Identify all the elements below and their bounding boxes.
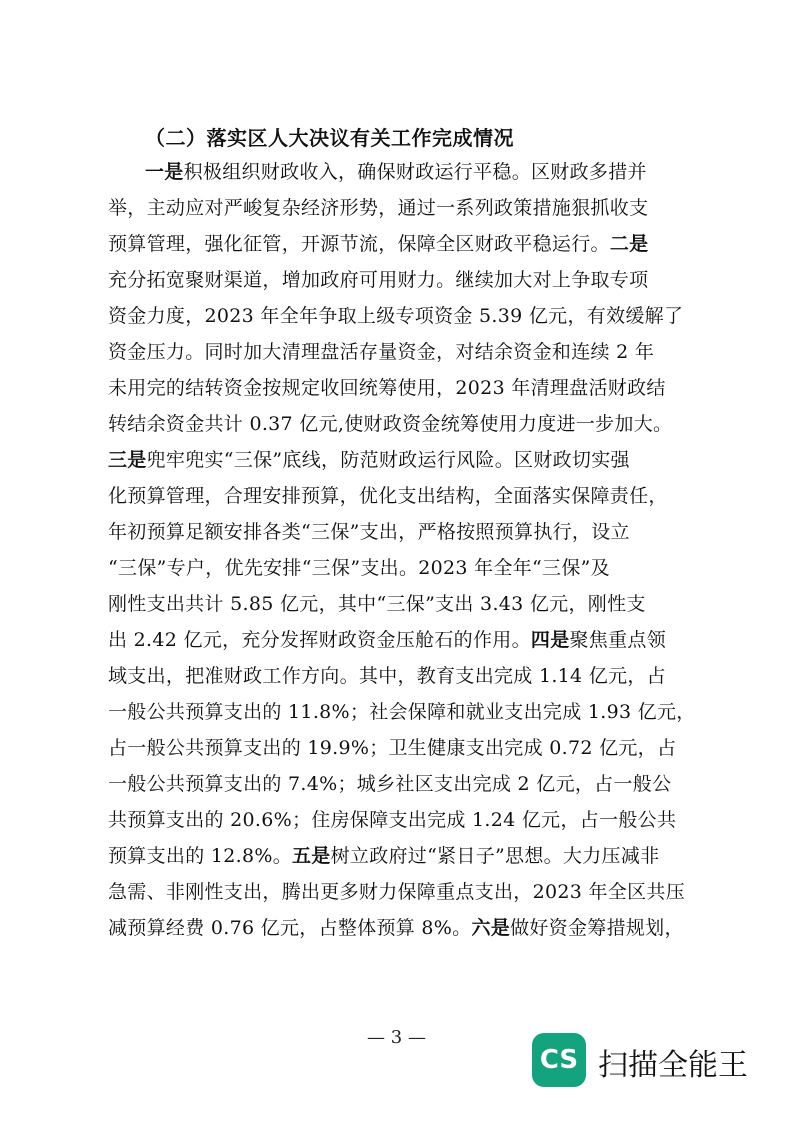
item-marker: 四是 <box>530 629 570 651</box>
text-line <box>108 556 698 580</box>
text-run: 年初预算足额安排各类“三保”支出，严格按照预算执行，设立 <box>108 521 630 543</box>
text-run: “三保”专户，优先安排“三保”支出。2023 年全年“三保”及 <box>108 557 610 579</box>
text-line <box>108 268 698 292</box>
text-run: 减预算经费 0.76 亿元，占整体预算 8%。 <box>108 917 472 939</box>
text-run: 举，主动应对严峻复杂经济形势，通过一系列政策措施狠抓收支 <box>108 197 649 219</box>
item-marker: 五是 <box>292 845 331 867</box>
text-line <box>108 232 698 256</box>
text-run: 未用完的结转资金按规定收回统筹使用，2023 年清理盘活财政结 <box>108 377 666 399</box>
text-line <box>108 484 698 508</box>
text-line <box>108 196 698 220</box>
item-marker: 一是 <box>145 161 184 183</box>
section-heading: （二）落实区人大决议有关工作完成情况 <box>145 126 514 150</box>
item-marker: 三是 <box>108 449 147 471</box>
logo-text: CS <box>539 1045 579 1075</box>
text-run: 域支出，把准财政工作方向。其中，教育支出完成 1.14 亿元，占 <box>108 665 666 687</box>
page-number: — 3 — <box>367 1027 426 1048</box>
brand-name: 扫描全能王 <box>598 1048 748 1083</box>
text-run: 急需、非刚性支出，腾出更多财力保障重点支出，2023 年全区共压 <box>108 881 685 903</box>
text-run: 转结余资金共计 0.37 亿元,使财政资金统筹使用力度进一步加大。 <box>108 413 673 435</box>
text-line <box>108 736 698 760</box>
text-line <box>108 592 698 616</box>
text-run: 化预算管理，合理安排预算，优化支出结构，全面落实保障责任， <box>108 485 668 507</box>
text-line <box>108 664 698 688</box>
text-line <box>108 880 698 904</box>
text-run: 树立政府过“紧日子”思想。大力压减非 <box>330 845 660 867</box>
text-run: 出 2.42 亿元，充分发挥财政资金压舱石的作用。 <box>108 629 531 651</box>
item-marker: 六是 <box>471 917 511 939</box>
text-run: 预算管理，强化征管，开源节流，保障全区财政平稳运行。 <box>108 233 610 255</box>
text-run: 共预算支出的 20.6%；住房保障支出完成 1.24 亿元，占一般公共 <box>108 809 677 831</box>
text-line <box>108 520 698 544</box>
text-run: 兜牢兜实“三保”底线，防范财政运行风险。区财政切实强 <box>146 449 630 471</box>
text-run: 积极组织财政收入，确保财政运行平稳。区财政多措并 <box>183 161 647 183</box>
text-line <box>145 160 735 184</box>
text-run: 做好资金筹措规划， <box>510 917 684 939</box>
text-line <box>108 916 698 940</box>
item-marker: 二是 <box>609 233 649 255</box>
text-line <box>108 448 698 472</box>
text-line <box>108 808 698 832</box>
text-line <box>108 412 698 436</box>
text-line <box>108 700 698 724</box>
text-run: 刚性支出共计 5.85 亿元，其中“三保”支出 3.43 亿元，刚性支 <box>108 593 646 615</box>
text-line <box>108 304 698 328</box>
text-line <box>108 340 698 364</box>
text-run: 资金力度，2023 年全年争取上级专项资金 5.39 亿元，有效缓解了 <box>108 305 684 327</box>
text-line <box>108 844 698 868</box>
text-line <box>108 376 698 400</box>
text-run: 占一般公共预算支出的 19.9%；卫生健康支出完成 0.72 亿元，占 <box>108 737 677 759</box>
text-run: 充分拓宽聚财渠道，增加政府可用财力。继续加大对上争取专项 <box>108 269 649 291</box>
text-line <box>108 628 698 652</box>
text-run: 一般公共预算支出的 7.4%；城乡社区支出完成 2 亿元，占一般公 <box>108 773 672 795</box>
text-run: 资金压力。同时加大清理盘活存量资金，对结余资金和连续 2 年 <box>108 341 655 363</box>
text-run: 一般公共预算支出的 11.8%；社会保障和就业支出完成 1.93 亿元， <box>108 701 696 723</box>
text-run: 预算支出的 12.8%。 <box>108 845 292 867</box>
camscanner-logo-icon <box>532 1033 586 1087</box>
text-line <box>108 772 698 796</box>
text-run: 聚焦重点领 <box>569 629 667 651</box>
